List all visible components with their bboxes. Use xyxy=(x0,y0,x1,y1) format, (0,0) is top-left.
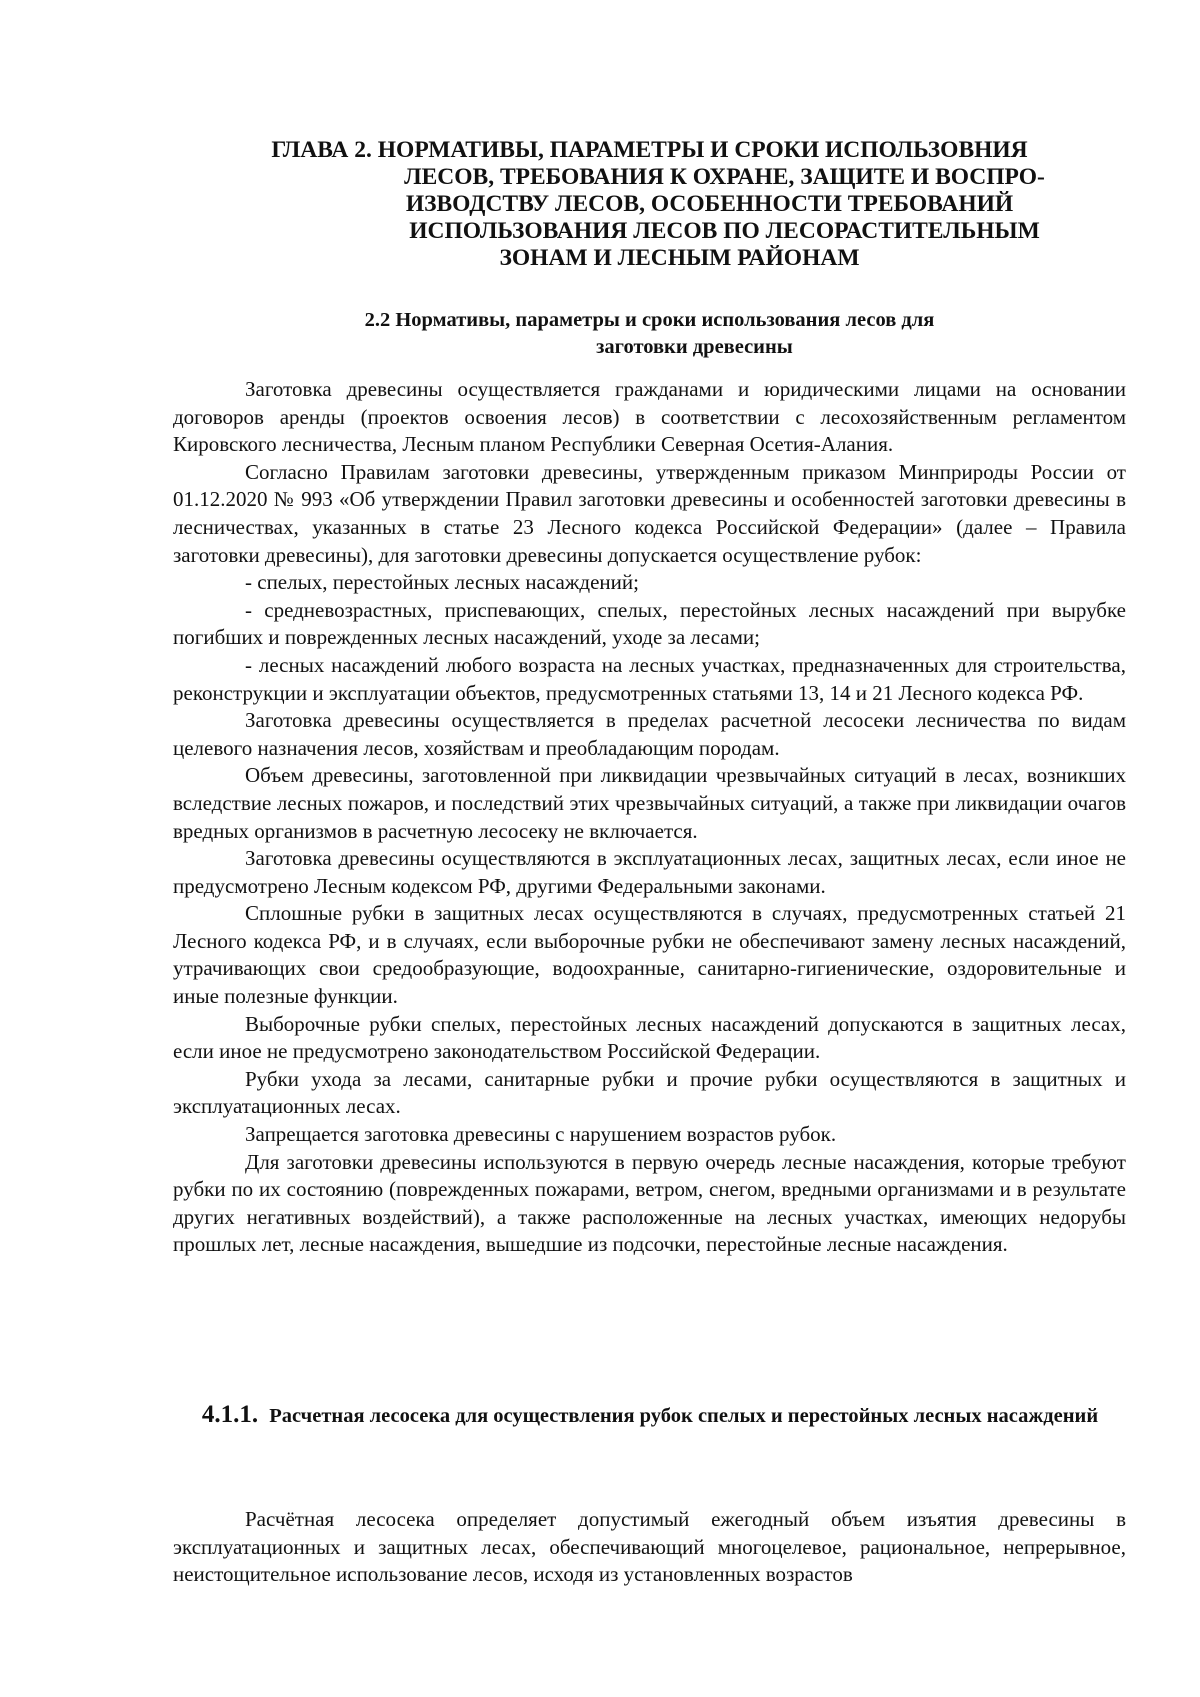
paragraph: Расчётная лесосека определяет допустимый ежегодный объем изъятия древесины в эксплуатационных и защитных лесах, обеспечивающий многоцелевое, рациональное, непрерывное, неистощительное использование лесов, исходя из установленных возрастов xyxy=(173,1507,1126,1587)
subsection-title xyxy=(190,1400,1110,1431)
chapter-title-line: ИЗВОДСТВУ ЛЕСОВ, ОСОБЕННОСТИ ТРЕБОВАНИЙ xyxy=(405,191,1014,217)
subsection-heading: Расчетная лесосека для осуществления рубок спелых и перестойных лесных насаждений xyxy=(269,1405,1099,1427)
subsection-number: 4.1.1. xyxy=(201,1401,259,1428)
paragraph: Согласно Правилам заготовки древесины, утвержденным приказом Минприроды России от 01.12.2020 № 993 «Об утверждении Правил заготовки древесины и особенностей заготовки древесины в лесничествах, указанных в статье 23 Лесного кодекса Российской Федерации» (далее – Правила заготовки древесины), для заготовки древесины допускается осуществление рубок: xyxy=(173,459,1126,567)
paragraph: Заготовка древесины осуществляются в эксплуатационных лесах, защитных лесах, если иное не предусмотрено Лесным кодексом РФ, другими Федеральными законами. xyxy=(173,846,1126,898)
section-title xyxy=(173,307,1126,361)
list-item: - средневозрастных, приспевающих, спелых, перестойных лесных насаждений при вырубке погибших и поврежденных лесных насаждений, уходе за лесами; xyxy=(173,597,1126,650)
paragraph: Объем древесины, заготовленной при ликвидации чрезвычайных ситуаций в лесах, возникших вследствие лесных пожаров, и последствий этих чрезвычайных ситуаций, а также при ликвидации очагов вредных организмов в расчетную лесосеку не включается. xyxy=(173,763,1126,843)
paragraph: Заготовка древесины осуществляется гражданами и юридическими лицами на основании договоров аренды (проектов освоения лесов) в соответствии с лесохозяйственным регламентом Кировского лесничества, Лесным планом Республики Северная Осетия-Алания. xyxy=(173,377,1126,457)
chapter-title-line: ЛЕСОВ, ТРЕБОВАНИЯ К ОХРАНЕ, ЗАЩИТЕ И ВОСПРО- xyxy=(404,164,1045,190)
paragraph: Выборочные рубки спелых, перестойных лесных насаждений допускаются в защитных лесах, если иное не предусмотрено законодательством Российской Федерации. xyxy=(173,1011,1126,1064)
paragraph: Для заготовки древесины используются в первую очередь лесные насаждения, которые требуют рубки по их состоянию (поврежденных пожарами, ветром, снегом, вредными организмами и в результате других негативных воздействий), а также расположенные на лесных участках, имеющих недорубы прошлых лет, лесные насаждения, вышедшие из подсочки, перестойные лесные насаждения. xyxy=(173,1149,1126,1257)
paragraph: Сплошные рубки в защитных лесах осуществляются в случаях, предусмотренных статьей 21 Лесного кодекса РФ, и в случаях, если выборочные рубки не обеспечивают замену лесных насаждений, утрачивающих свои средообразующие, водоохранные, санитарно-гигиенические, оздоровительные и иные полезные функции. xyxy=(173,901,1126,1009)
list-item: - лесных насаждений любого возраста на лесных участках, предназначенных для строительства, реконструкции и эксплуатации объектов, предусмотренных статьями 13, 14 и 21 Лесного кодекса РФ. xyxy=(173,652,1126,705)
section-title-line: 2.2 Нормативы, параметры и сроки использования лесов для xyxy=(364,309,935,331)
paragraph: Заготовка древесины осуществляется в пределах расчетной лесосеки лесничества по видам целевого назначения лесов, хозяйствам и преобладающим породам. xyxy=(173,708,1126,760)
list-item: - спелых, перестойных лесных насаждений; xyxy=(245,570,639,595)
paragraph: Запрещается заготовка древесины с нарушением возрастов рубок. xyxy=(245,1122,837,1147)
chapter-title-line: ЗОНАМ И ЛЕСНЫМ РАЙОНАМ xyxy=(499,245,860,271)
paragraph: Рубки ухода за лесами, санитарные рубки и прочие рубки осуществляются в защитных и эксплуатационных лесах. xyxy=(173,1066,1126,1119)
body-text-continued xyxy=(173,1506,1126,1589)
chapter-title-line: ГЛАВА 2. НОРМАТИВЫ, ПАРАМЕТРЫ И СРОКИ ИСПОЛЬЗОВНИЯ xyxy=(271,137,1028,163)
chapter-title xyxy=(173,137,1126,272)
chapter-title-line: ИСПОЛЬЗОВАНИЯ ЛЕСОВ ПО ЛЕСОРАСТИТЕЛЬНЫМ xyxy=(409,218,1040,244)
body-text xyxy=(173,376,1126,1259)
section-title-line: заготовки древесины xyxy=(596,336,793,358)
